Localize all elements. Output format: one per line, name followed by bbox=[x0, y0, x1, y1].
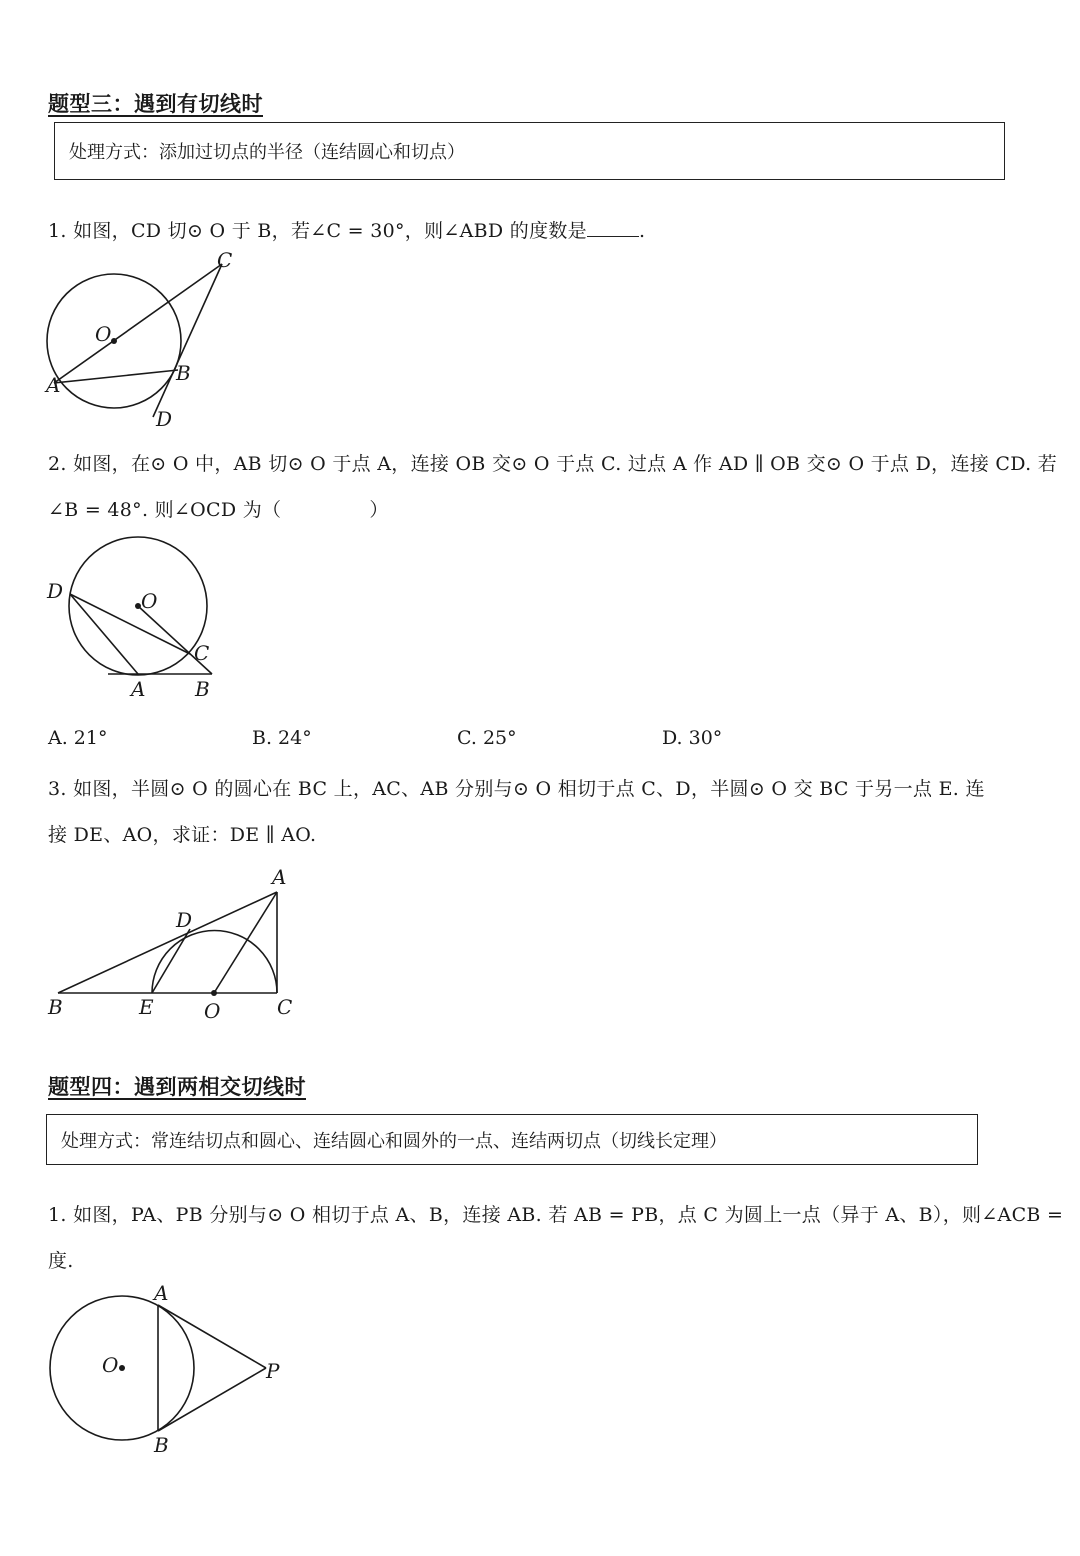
q3-1-text: 1. 如图，CD 切⊙ O 于 B，若∠C = 30°，则∠ABD 的度数是 bbox=[48, 220, 587, 242]
label-o: O bbox=[141, 589, 158, 613]
label-a: A bbox=[131, 677, 146, 701]
label-o: O bbox=[102, 1353, 119, 1377]
section3-method-text: 处理方式：添加过切点的半径（连结圆心和切点） bbox=[69, 142, 465, 163]
label-a: A bbox=[154, 1281, 169, 1305]
q4-1-line1: 1. 如图，PA、PB 分别与⊙ O 相切于点 A、B，连接 AB. 若 AB = PB，点 C 为圆上一点（异于 A、B），则∠ACB = bbox=[48, 1204, 1064, 1226]
q3-1-question: 1. 如图，CD 切⊙ O 于 B，若∠C = 30°，则∠ABD 的度数是 . bbox=[48, 220, 646, 242]
tangent-pb bbox=[158, 1368, 266, 1431]
line-cd bbox=[153, 264, 222, 417]
label-b: B bbox=[195, 677, 210, 701]
label-b: B bbox=[176, 361, 191, 385]
q3-2-line2: ∠B = 48°. 则∠OCD 为（ ） bbox=[48, 499, 389, 521]
q3-3-line2: 接 DE、AO，求证：DE ∥ AO. bbox=[48, 824, 317, 846]
label-p: P bbox=[266, 1359, 280, 1383]
figure-q3-3 bbox=[40, 862, 310, 1024]
q4-1-line2: 度. bbox=[48, 1250, 74, 1272]
label-c: C bbox=[194, 641, 210, 665]
q3-3-line1: 3. 如图，半圆⊙ O 的圆心在 BC 上，AC、AB 分别与⊙ O 相切于点 C、D，半圆⊙ O 交 BC 于另一点 E. 连 bbox=[48, 778, 985, 800]
center-dot bbox=[111, 338, 117, 344]
section4-heading: 题型四：遇到两相交切线时 bbox=[48, 1075, 306, 1099]
label-o: O bbox=[204, 999, 221, 1023]
answer-blank[interactable] bbox=[587, 220, 639, 237]
label-a: A bbox=[46, 373, 61, 397]
label-c: C bbox=[277, 995, 293, 1019]
section3-method-box bbox=[54, 122, 1005, 180]
figure-q4-1 bbox=[40, 1280, 300, 1460]
option-b[interactable]: B. 24° bbox=[252, 727, 312, 749]
label-a: A bbox=[272, 865, 287, 889]
section4-method-box bbox=[46, 1114, 978, 1165]
tangent-pa bbox=[158, 1305, 266, 1368]
label-b: B bbox=[48, 995, 63, 1019]
figure-q3-2 bbox=[40, 530, 240, 705]
label-e: E bbox=[139, 995, 154, 1019]
label-b: B bbox=[154, 1433, 169, 1457]
label-d: D bbox=[156, 407, 173, 431]
label-d: D bbox=[176, 908, 193, 932]
line-ac bbox=[54, 264, 222, 383]
line-cd bbox=[70, 594, 190, 654]
section4-method-text: 处理方式：常连结切点和圆心、连结圆心和圆外的一点、连结两切点（切线长定理） bbox=[61, 1130, 727, 1152]
chord-ad bbox=[70, 594, 138, 674]
label-o: O bbox=[95, 322, 112, 346]
section3-heading: 题型三：遇到有切线时 bbox=[48, 92, 263, 116]
line-ba bbox=[58, 892, 277, 993]
center-dot bbox=[119, 1365, 125, 1371]
option-c[interactable]: C. 25° bbox=[457, 727, 517, 749]
q3-2-line1: 2. 如图，在⊙ O 中，AB 切⊙ O 于点 A，连接 OB 交⊙ O 于点 C. 过点 A 作 AD ∥ OB 交⊙ O 于点 D，连接 CD. 若 bbox=[48, 453, 1058, 475]
chord-ab bbox=[54, 370, 178, 383]
option-a[interactable]: A. 21° bbox=[48, 727, 108, 749]
line-de bbox=[152, 929, 190, 993]
figure-q3-1 bbox=[40, 250, 260, 435]
label-c: C bbox=[217, 250, 233, 272]
label-d: D bbox=[47, 579, 64, 603]
center-dot bbox=[211, 990, 217, 996]
option-d[interactable]: D. 30° bbox=[662, 727, 723, 749]
